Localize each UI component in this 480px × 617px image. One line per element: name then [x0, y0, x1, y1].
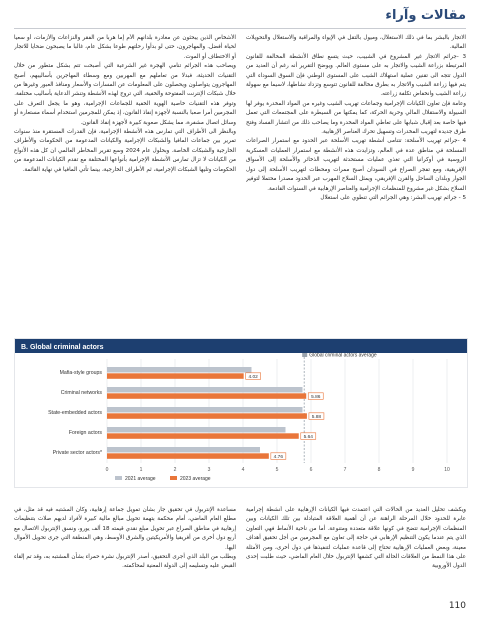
paragraph: ويكشف تحليل العديد من الحالات التي اعتمدت فيها الكيانات الإرهابية على أنشطة إجرامية عابرة للحدود خلال المرحلة الراهنة عن أن أهمية العلاقة المتبادلة بين تلك الكيانات وبين المنظمات الإجرامية تتضح في كونها علاقة متعددة ومتنوعة. أما من ناحية الأنماط فهي التعاون الذي يتم عندما يكون التنظيم الإرهابي في حاجة إلى تعاون مع المجرمين من أجل تحقيق أهداف معينة، وبعض العمليات الإرهابية تحتاج إلى قاعدة عمليات لتنفيذها في دول أخرى، ومن الأمثلة على هذا النمط من العلاقات الحالة التي كشفها الإنتربول خلال العام الماضي، حيث طلبت إحدى الدول الأوروبية — [246, 507, 466, 570]
category-label: Foreign actors — [68, 430, 102, 436]
bar-2021 — [107, 367, 252, 373]
bar-2021 — [107, 447, 260, 453]
x-tick-label: 5 — [275, 467, 279, 473]
category-label: Criminal networks — [60, 390, 102, 396]
paragraph: وبطلب من البلد الذي أجرى التحقيق، أصدر الإنتربول نشرة حمراء بشأن المشتبه به، وقد تم إلقاء القبض عليه وتسليمه إلى الدولة المعنية لمحاكمته. — [14, 554, 236, 570]
page-number: 110 — [448, 601, 466, 611]
page-title: مقالات وآراء — [385, 8, 466, 23]
bar-2021 — [107, 387, 303, 393]
header-rule — [14, 28, 466, 29]
chart-figure — [14, 338, 468, 488]
legend-average-label: Global criminal actors average — [309, 352, 377, 359]
bar-2023 — [107, 393, 306, 399]
paragraph: الاتجار بالبشر بما في ذلك الاستغلال، وميول بالتقل في الإيواء والمراقبة والاستغلال والتحويلات المالية. — [246, 35, 466, 51]
legend-swatch — [115, 476, 122, 480]
category-label: Mafia-style groups — [59, 370, 102, 376]
x-tick-label: 10 — [444, 467, 450, 473]
paragraph: ويصاحب هذه الجرائم تنامي الهجرة غير الشرعية التي أصبحت تتم بشكل متطور من خلال التقنيات الحديثة، فبدلا من تعاملهم مع المهربين ومع وسطاء المهاجرين بأساليبهم، أصبح المهاجرون يتواصلون ويحصلون على المعلومات عن المسارات والأسعار ومنافذ العبور وغيرها من خلال شبكات الإنترنت المفتوحة والخفية، التي تروج لهذه الأنشطة وتنشر الدعاية بأساليب مختلفة. — [14, 63, 236, 98]
paragraph: الأشخاص الذين يبحثون عن مغادرة بلدانهم الأم إما هربا من الفقر والنزاعات والأزمات، أو سعيا لحياة أفضل. والمهاجرون، حتى لو بدأوا رحلتهم طوعا بشكل عام، غالبا ما يصبحون ضحايا للاتجار أو الاختطاف أو الموت. — [14, 35, 236, 60]
data-label: 5.86 — [311, 395, 321, 400]
chart-title: B. Global criminal actors — [21, 344, 104, 351]
x-tick-label: 3 — [207, 467, 211, 473]
category-label: Private sector actors* — [52, 450, 102, 456]
bar-2021 — [107, 407, 303, 413]
data-label: 4.76 — [273, 455, 284, 460]
legend-label: 2021 average — [125, 476, 156, 482]
bar-2023 — [107, 413, 307, 419]
text-column-left-bottom — [14, 506, 236, 598]
data-label: 5.88 — [311, 415, 322, 420]
x-tick-label: 1 — [139, 467, 143, 473]
text-column-right-bottom — [246, 506, 466, 598]
paragraph: 4 -جرائم تهريب الأسلحة: تتنامى أنشطة تهريب الأسلحة عبر الحدود مع استمرار الصراعات المسلحة في مناطق عدة في العالم، وتزايدت هذه الأنشطة مع استمرار العمليات العسكرية الروسية في أوكرانيا التي تغذي عمليات مستحدثة لتهريب الذخائر والأسلحة إلى الأسواق الإفريقية، ومع تفجر الصراع في السودان أصبح ممرات ومحطات لتهريب الأسلحة إلى دول الجوار وبلدان الساحل والقرن الإفريقي، ويمثل السلاح المهرب عبر الحدود مصدرا محتملا لتوفير السلاح بشكل غير مشروع للمنظمات الإجرامية والعناصر الإرهابية في السنوات القادمة. — [246, 138, 466, 192]
data-label: 4.02 — [248, 375, 258, 380]
text-column-left-top — [14, 34, 236, 334]
legend-label: 2023 average — [180, 476, 211, 482]
x-tick-label: 8 — [377, 467, 381, 473]
bar-2023 — [107, 453, 269, 459]
x-tick-label: 9 — [411, 467, 415, 473]
average-marker — [302, 353, 307, 357]
x-tick-label: 0 — [105, 467, 109, 473]
x-tick-label: 6 — [309, 467, 313, 473]
paragraph: وعامة فإن تعاون الكيانات الإجرامية وجماعات تهريب الشيب وغيره من المواد المخدرة يوفر لها السيولة والاستقلال المالي وحرية الحركة، كما يمكنها من السيطرة على المجتمعات التي تعمل فيها خاصة بعد إقبال شبابها على تعاطي المواد المخدرة وما يصاحب ذلك من انتشار الفساد وفتح طرق جديدة لتهريب المخدرات وتسهيل تحرك العناصر الإرهابية. — [246, 100, 466, 136]
criminal-actors-bar-chart — [15, 339, 467, 487]
x-tick-label: 4 — [241, 467, 245, 473]
bar-2021 — [107, 427, 286, 433]
paragraph: مساعدة الإنتربول في تحقيق جار بشأن تمويل جماعة إرهابية، وكان المشتبه فيه قد مثل، في مطلع العام الماضي، أمام محكمة بتهمة تحويل مبالغ مالية كبيرة لأفراد لديهم صلات بتنظيمات إرهابية في مناطق الصراع عبر تحويل مبلغ نقدي قيمته 18 ألف يورو، ونسق الإنتربول الاتصال مع أربع دول أخرى من أفريقيا والأمريكيتين والشرق الأوسط، وهي المنطقة التي جرى تحويل الأموال اليها. — [14, 507, 236, 551]
paragraph: 3 -جرائم الاتجار غير المشروع في الشبيب، حيث يتسع نطاق الأنشطة المخالفة للقانون المرتبطة بزراعة الشيب والاتجار به على مستوى العالم. ويوضح التقرير أنه رغم أن العديد من الدول تتجه الى تقنين عملية استهلاك الشيب على المستوى الوطني فإن السوق السوداء التي يتم فيها زراعة الشيب والاتجار به بطرق مخالفة للقانون تتوسع وتزداد نشاطها، لاسيما مع سهولة زراعة الشيب وانخفاض تكلفة زراعته. — [246, 53, 466, 98]
bar-2023 — [107, 433, 299, 439]
paragraph: 5 - جرائم تهريب البشر: وهي الجرائم التي تنطوي على استغلال — [320, 194, 466, 201]
data-label: 5.64 — [303, 435, 313, 440]
bar-2023 — [107, 373, 244, 379]
text-column-right-top — [246, 34, 466, 334]
x-tick-label: 7 — [343, 467, 347, 473]
legend-swatch — [170, 476, 177, 480]
paragraph: وبالنظر الى الأطراف التي تمارس هذه الأنشطة الإجرامية، فإن القدرات المستقرة منذ سنوات تمرير بين جماعات المافيا والشبكات الإجرامية والكيانات المدعومة من الحكومات والأطراف الخارجية والشبكات الخاصة. وبحلول عام 2024 وسع تقرير المخاطر العالمي ان كل هذه الأنواع من الكيانات لا تزال تمارس الأنشطة الإجرامية بأنواعها المختلفة مع تقدم الكيانات المدعومة من الحكومات وتليها الشبكات الإجرامية، ثم الأطراف الخارجية، بينما تأتي المافيا في نهاية القائمة. — [14, 129, 236, 173]
paragraph: وتوفر هذه التقنيات خاصية الهوية الخفية للجماعات الإجرامية، وهو ما يجعل التعرف على المجرمين أمرا صعبا بالنسبة لأجهزة إنفاذ القانون، إذ يمكن للمجرمين استخدام أسماء مستعارة أو وسائل اتصال مشفرة، مما يشكل صعوبة كبيرة لأجهزة إنفاذ القانون. — [14, 100, 236, 126]
x-tick-label: 2 — [173, 467, 177, 473]
category-label: State-embedded actors — [48, 410, 102, 416]
